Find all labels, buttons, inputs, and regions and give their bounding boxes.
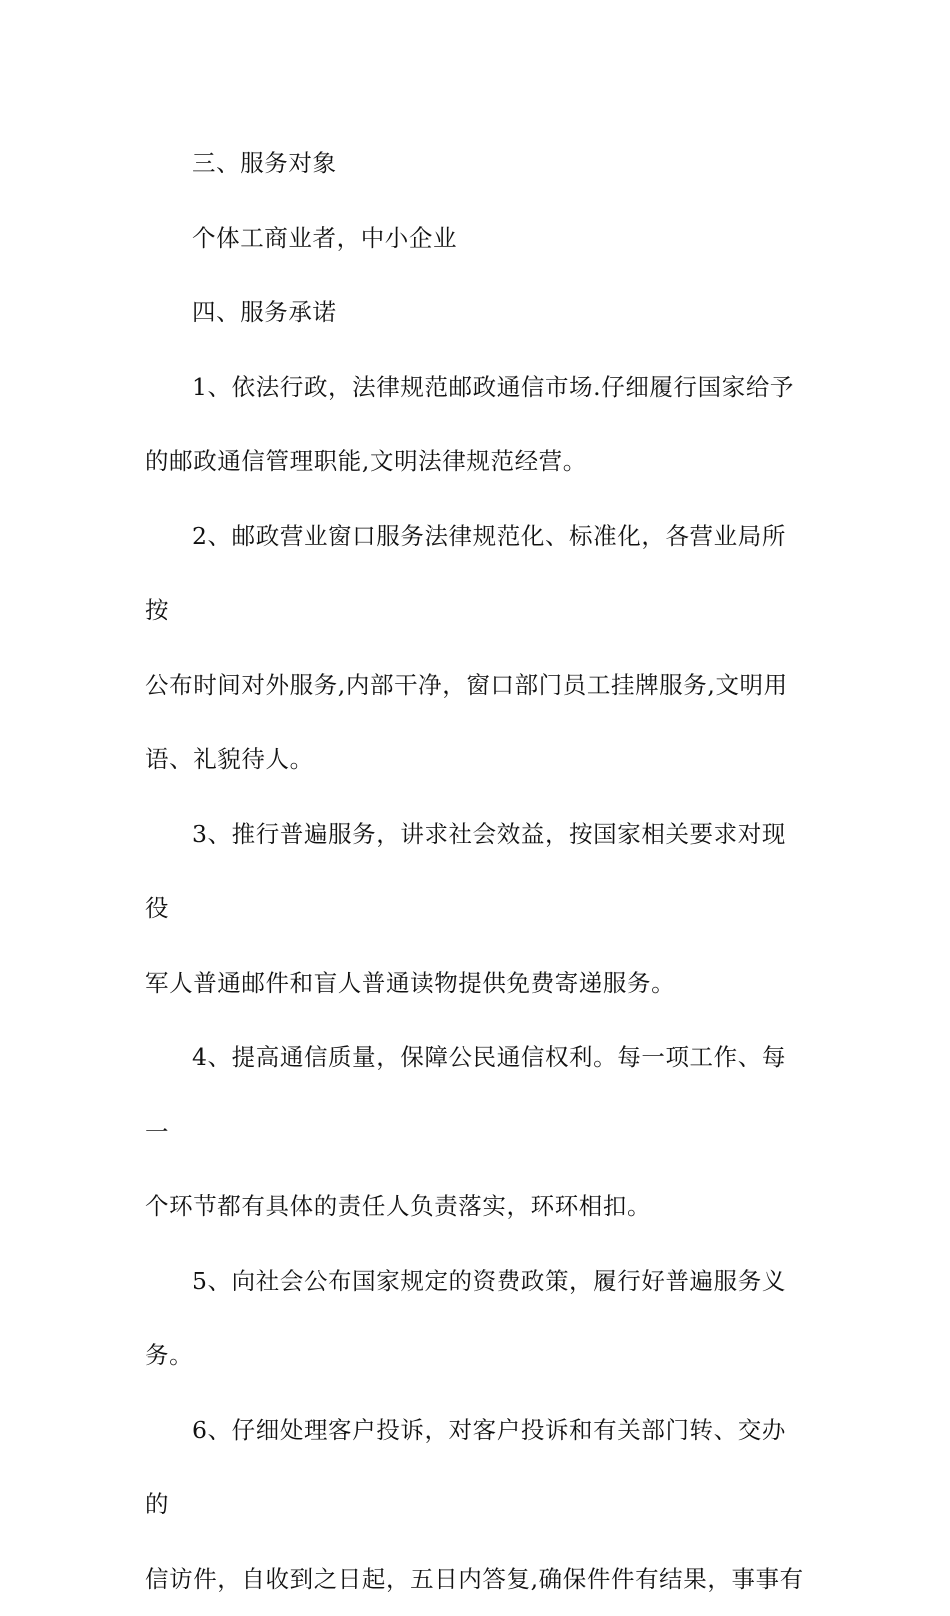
commitment-4-line-2: 个环节都有具体的责任人负责落实，环环相扣。: [145, 1169, 810, 1244]
section-heading-service-target: 三、服务对象: [145, 126, 810, 201]
commitment-6-line-1: 6、仔细处理客户投诉，对客户投诉和有关部门转、交办的: [145, 1393, 810, 1542]
commitment-5-line-1: 5、向社会公布国家规定的资费政策，履行好普遍服务义务。: [145, 1244, 810, 1393]
commitment-3-line-2: 军人普通邮件和盲人普通读物提供免费寄递服务。: [145, 946, 810, 1021]
commitment-2-line-2: 公布时间对外服务,内部干净，窗口部门员工挂牌服务,文明用: [145, 648, 810, 723]
commitment-1-line-1: 1、依法行政，法律规范邮政通信市场.仔细履行国家给予: [145, 350, 810, 425]
commitment-2-line-1: 2、邮政营业窗口服务法律规范化、标准化，各营业局所按: [145, 499, 810, 648]
commitment-6-line-2: 信访件，自收到之日起，五日内答复,确保件件有结果，事事有: [145, 1542, 810, 1616]
commitment-3-line-1: 3、推行普遍服务，讲求社会效益，按国家相关要求对现役: [145, 797, 810, 946]
commitment-2-line-3: 语、礼貌待人。: [145, 722, 810, 797]
section-heading-service-commitment: 四、服务承诺: [145, 275, 810, 350]
commitment-1-line-2: 的邮政通信管理职能,文明法律规范经营。: [145, 424, 810, 499]
service-target-text: 个体工商业者，中小企业: [145, 201, 810, 276]
commitment-4-line-1: 4、提高通信质量，保障公民通信权利。每一项工作、每一: [145, 1020, 810, 1169]
